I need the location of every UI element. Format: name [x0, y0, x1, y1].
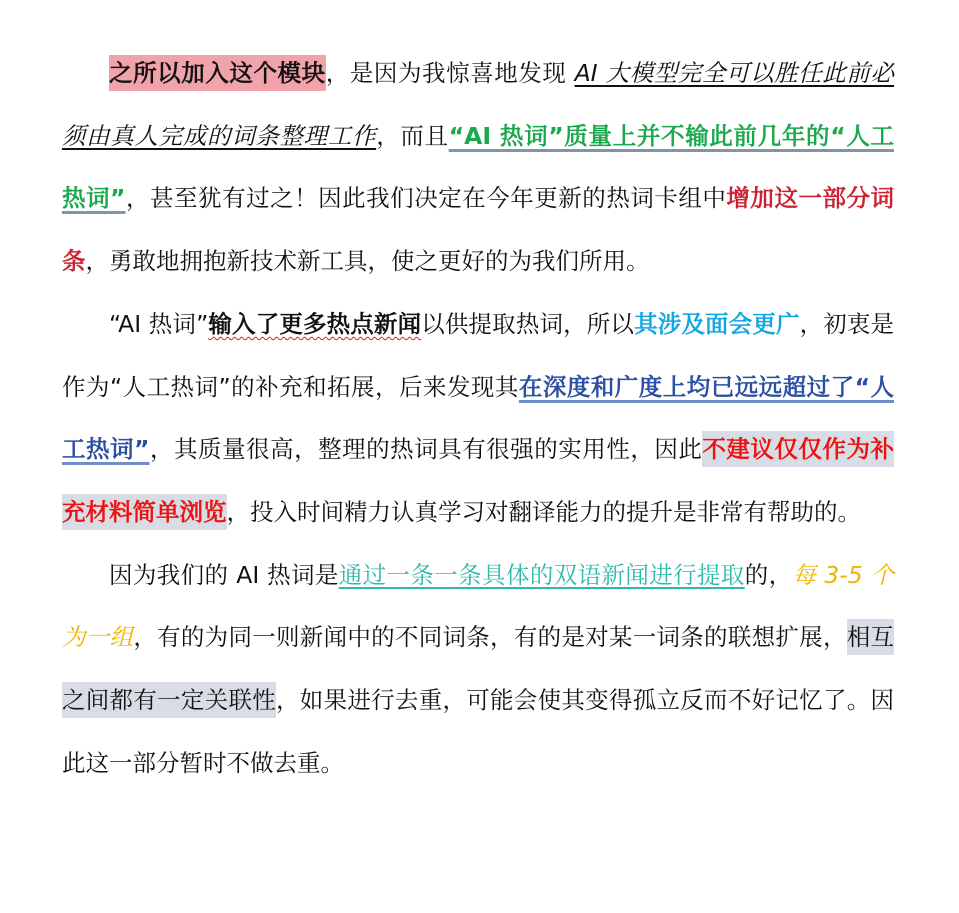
- text-run: “AI 热词”: [109, 309, 209, 338]
- text-run: ，而且: [376, 121, 449, 150]
- emphasis-wider-coverage: 其涉及面会更广: [634, 309, 800, 338]
- text-run: ，甚至犹有过之！因此我们决定在今年更新的热词卡组中: [125, 184, 727, 213]
- paragraph-1: [62, 42, 894, 293]
- text-run: ，如果进行去重，可能会使其变得孤立反而不好记忆了。因此这一部分暂时不做去重。: [62, 686, 895, 777]
- highlight-related: 相互之间都有一定关联性: [62, 619, 894, 718]
- highlight-reason: 之所以加入这个模块: [109, 55, 326, 91]
- text-run: ，勇敢地拥抱新技术新工具，使之更好的为我们所用。: [85, 247, 650, 276]
- text-run: ，投入时间精力认真学习对翻译能力的提升是非常有帮助的。: [226, 497, 861, 526]
- text-run: 因为我们的 AI 热词是: [109, 560, 339, 589]
- emphasis-ai-capability: AI 大模型完全可以胜任此前必须由真人完成的词条整理工作: [62, 59, 894, 150]
- emphasis-not-just-supplement: 不建议仅仅作为补充材料简单浏览: [62, 431, 894, 530]
- document-body: [62, 42, 894, 794]
- emphasis-group-size: 每 3-5 个为一组: [62, 560, 894, 652]
- paragraph-2: [62, 293, 894, 544]
- emphasis-more-news: 输入了更多热点新闻: [208, 309, 422, 338]
- text-run: 以供提取热词，所以: [421, 309, 635, 338]
- paragraph-3: [62, 544, 894, 795]
- emphasis-add-entries: 增加这一部分词条: [62, 184, 895, 276]
- text-run: ，是因为我惊喜地发现: [325, 59, 575, 87]
- emphasis-surpassed: 在深度和广度上均已远远超过了“人工热词”: [62, 372, 894, 464]
- emphasis-extraction-method: 通过一条一条具体的双语新闻进行提取: [338, 560, 745, 589]
- text-run: ，初衷是作为“人工热词”的补充和拓展，后来发现其: [62, 309, 895, 401]
- emphasis-ai-quality: “AI 热词”质量上并不输此前几年的“人工热词”: [62, 121, 895, 213]
- text-run: ，其质量很高，整理的热词具有很强的实用性，因此: [149, 435, 703, 464]
- text-run: 的，: [744, 560, 793, 589]
- text-run: ，有的为同一则新闻中的不同词条，有的是对某一词条的联想扩展，: [133, 623, 847, 652]
